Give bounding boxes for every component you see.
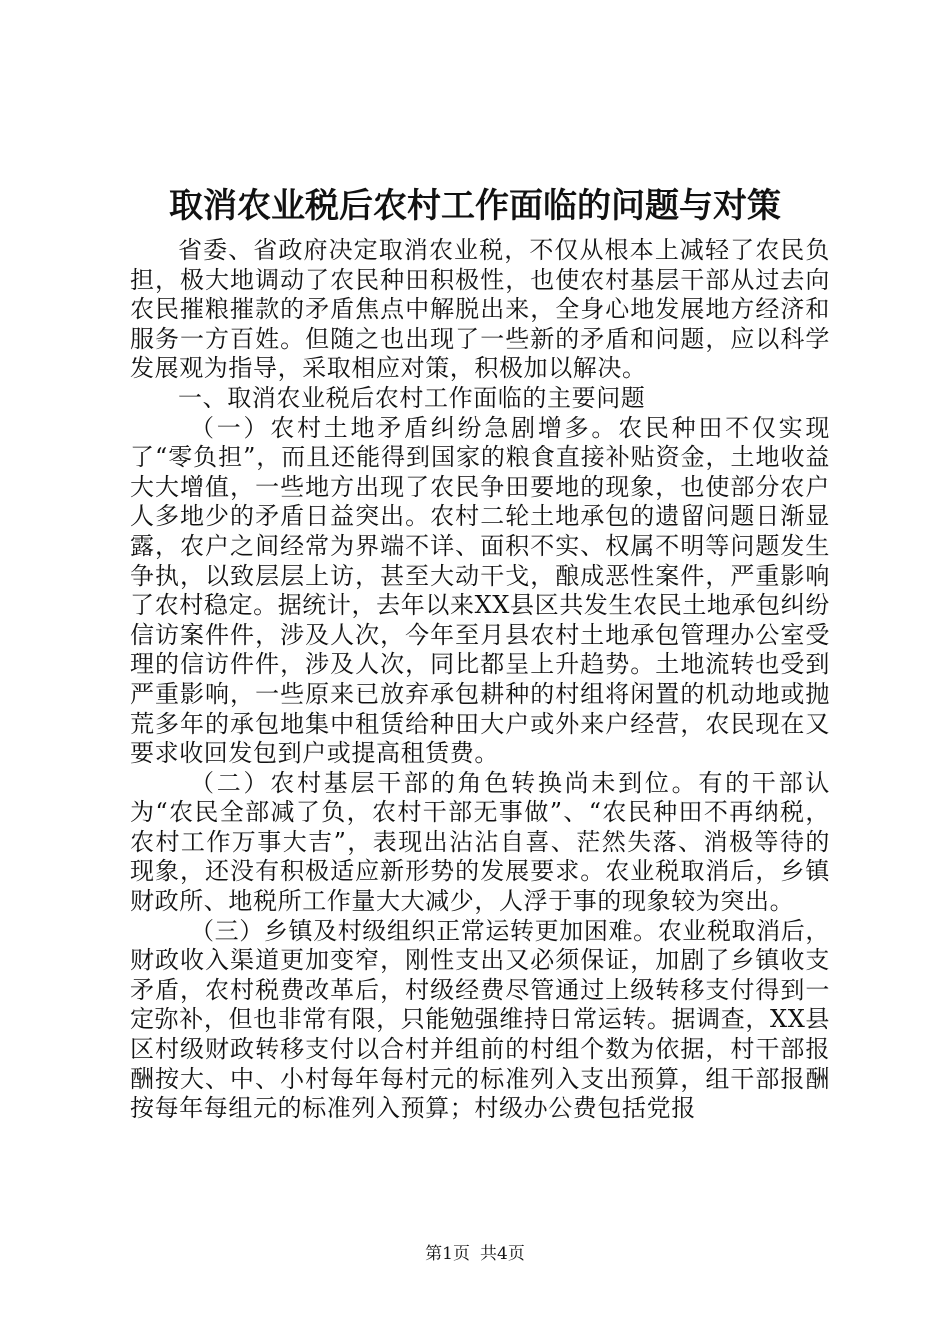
page-number: 第1页 <box>425 1244 470 1264</box>
page-footer <box>0 1243 950 1265</box>
intro-paragraph: 省委、省政府决定取消农业税，不仅从根本上减轻了农民负担，极大地调动了农民种田积极性，也使农村基层干部从过去向农民摧粮摧款的矛盾焦点中解脱出来，全身心地发展地方经济和服务一方百姓。但随之也出现了一些新的矛盾和问题，应以科学发展观为指导，采取相应对策，积极加以解决。 <box>130 236 830 383</box>
document-body <box>130 236 830 1124</box>
subsection-paragraph-1: （一）农村土地矛盾纠纷急剧增多。农民种田不仅实现了“零负担”，而且还能得到国家的粮食直接补贴资金，土地收益大大增值，一些地方出现了农民争田要地的现象，也使部分农户人多地少的矛盾日益突出。农村二轮土地承包的遗留问题日渐显露，农户之间经常为界端不详、面积不实、权属不明等问题发生争执，以致层层上访，甚至大动干戈，酿成恶性案件，严重影响了农村稳定。据统计，去年以来XX县区共发生农民土地承包纠纷信访案件件，涉及人次，今年至月县农村土地承包管理办公室受理的信访件件，涉及人次，同比都呈上升趋势。土地流转也受到严重影响，一些原来已放弃承包耕种的村组将闲置的机动地或抛荒多年的承包地集中租赁给种田大户或外来户经营，农民现在又要求收回发包到户或提高租赁费。 <box>130 413 830 768</box>
document-title: 取消农业税后农村工作面临的问题与对策 <box>169 186 781 226</box>
page-total: 共4页 <box>480 1244 525 1264</box>
subsection-paragraph-2: （二）农村基层干部的角色转换尚未到位。有的干部认为“农民全部减了负，农村干部无事做”、“农民种田不再纳税，农村工作万事大吉”，表现出沾沾自喜、茫然失落、消极等待的现象，还没有积极适应新形势的发展要求。农业税取消后，乡镇财政所、地税所工作量大大减少，人浮于事的现象较为突出。 <box>130 768 830 916</box>
section-heading: 一、取消农业税后农村工作面临的主要问题 <box>178 383 646 412</box>
subsection-paragraph-3: （三）乡镇及村级组织正常运转更加困难。农业税取消后，财政收入渠道更加变窄，刚性支出又必须保证，加剧了乡镇收支矛盾，农村税费改革后，村级经费尽管通过上级转移支付得到一定弥补，但也非常有限，只能勉强维持日常运转。据调查，XX县区村级财政转移支付以合村并组前的村组个数为依据，村干部报酬按大、中、小村每年每村元的标准列入支出预算，组干部报酬按每年每组元的标准列入预算；村级办公费包括党报 <box>130 916 830 1123</box>
